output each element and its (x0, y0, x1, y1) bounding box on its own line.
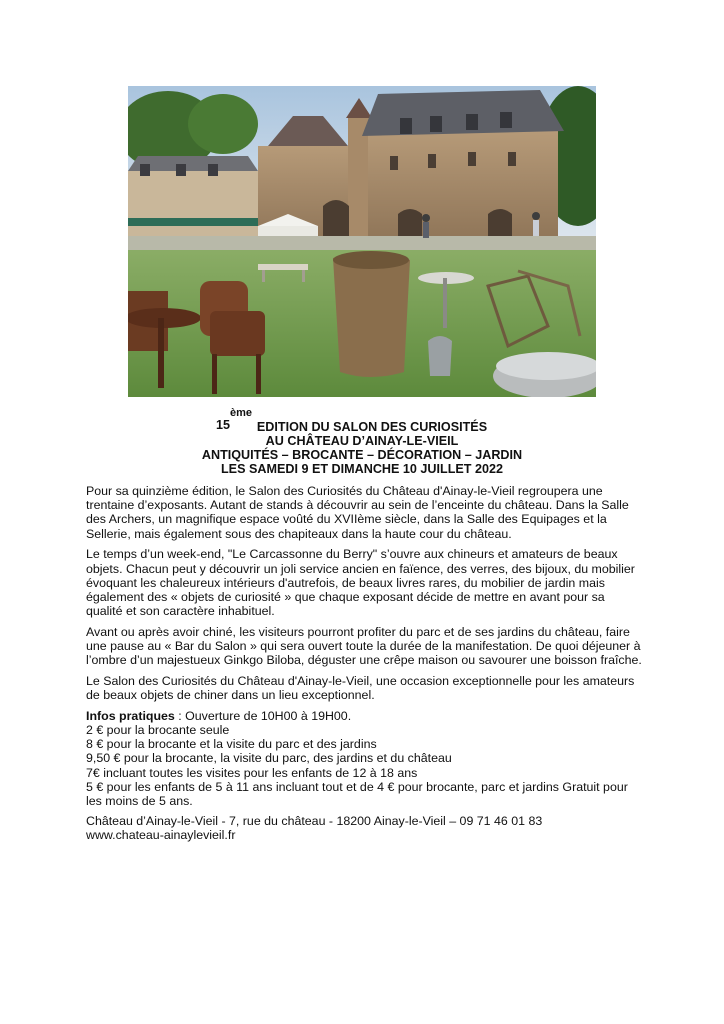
website-link[interactable]: www.chateau-ainaylevieil.fr (86, 828, 236, 843)
opening-hours-line (86, 709, 642, 723)
opening-hours: : Ouverture de 10H00 à 19H00. (174, 708, 352, 723)
price-line: 7€ incluant toutes les visites pour les enfants de 12 à 18 ans (86, 765, 418, 780)
edition-ordinal-suffix: ème (230, 407, 253, 419)
practical-info-label: Infos pratiques (86, 708, 175, 723)
article-body (86, 484, 642, 843)
price-line: 2 € pour la brocante seule (86, 723, 230, 738)
paragraph-conclusion: Le Salon des Curiosités du Château d'Ainay-le-Vieil, une occasion exceptionnelle pour les amateurs de beaux objets de chiner dans un lieu exceptionnel. (86, 673, 635, 703)
paragraph-weekend: Le temps d’un week-end, "Le Carcassonne du Berry" s’ouvre aux chineurs et amateurs de beaux objets. Chacun peut y découvrir un joli service ancien en faïence, des verres, des bijoux, du mobilier évoquant les chaleureux intérieurs d'autrefois, de beaux livres rares, du mobilier de jardin mais également des « objets de curiosité » que chaque exposant décide de mettre en avant pour sa qualité et son caractère inhabituel. (86, 547, 635, 619)
price-line: 8 € pour la brocante et la visite du parc et des jardins (86, 737, 377, 752)
practical-info (86, 709, 642, 808)
price-line: 5 € pour les enfants de 5 à 11 ans incluant tout et de 4 € pour brocante, parc et jardins Gratuit pour les moins de 5 ans. (86, 779, 628, 809)
contact-block (86, 814, 642, 842)
chateau-courtyard-photo (128, 86, 596, 397)
price-line: 9,50 € pour la brocante, la visite du parc, des jardins et du château (86, 751, 452, 766)
title-edition-text: EDITION DU SALON DES CURIOSITÉS (256, 420, 488, 434)
paragraph-park: Avant ou après avoir chiné, les visiteurs pourront profiter du parc et de ses jardins du château, faire une pause au « Bar du Salon » qui sera ouvert toute la durée de la manifestation. De quoi déjeuner à l’ombre d’un majestueux Ginkgo Biloba, déguster une crêpe maison ou savourer une boisson fraîche. (86, 624, 642, 668)
title-line-venue: AU CHÂTEAU D’AINAY-LE-VIEIL (265, 434, 459, 448)
title-line-edition (120, 404, 604, 434)
paragraph-intro: Pour sa quinzième édition, le Salon des Curiosités du Château d'Ainay-le-Vieil regroupera une trentaine d’exposants. Autant de stands à découvrir au sein de l’enceinte du château. Dans la Salle des Archers, un magnifique espace voûté du XVIIème siècle, dans la Salle des Equipages et la Sellerie, mais également sous des chapiteaux dans la haute cour du château. (86, 484, 629, 541)
contact-address: Château d’Ainay-le-Vieil - 7, rue du château - 18200 Ainay-le-Vieil – 09 71 46 01 83 (86, 814, 543, 829)
title-line-dates: LES SAMEDI 9 ET DIMANCHE 10 JUILLET 2022 (220, 462, 504, 476)
edition-number: 15 (216, 418, 231, 432)
title-line-categories: ANTIQUITÉS – BROCANTE – DÉCORATION – JARDIN (201, 448, 523, 462)
event-title-block (120, 404, 604, 476)
